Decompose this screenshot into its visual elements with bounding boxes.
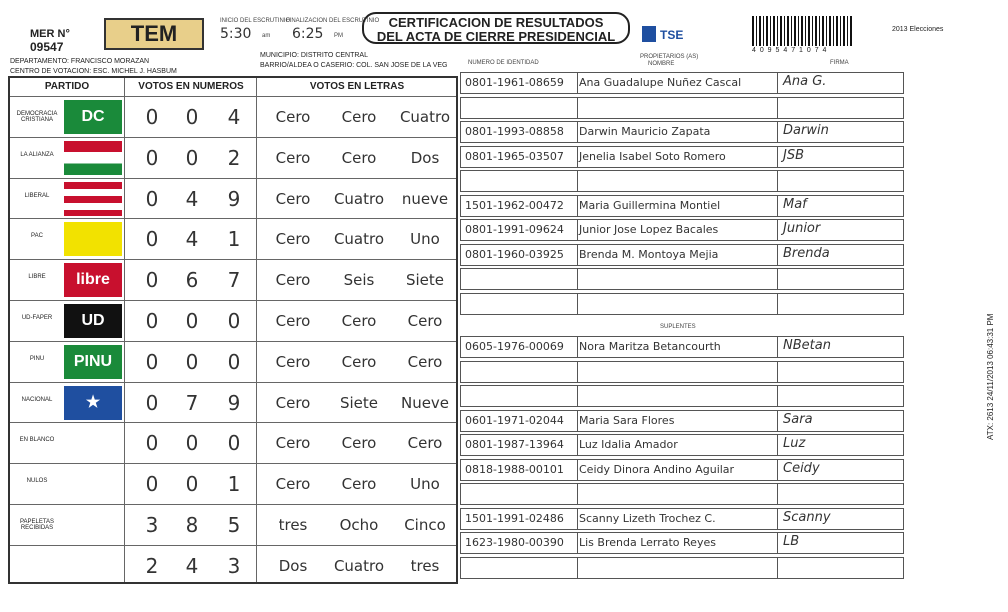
centro-votacion: CENTRO DE VOTACION: ESC. MICHEL J. HASBUM: [10, 68, 177, 75]
vote-word: Cero: [341, 148, 377, 167]
propietarios-firma: Junior: [783, 221, 821, 236]
suplentes-row: [460, 336, 904, 358]
vote-word: Siete: [405, 271, 445, 290]
party-row: [10, 545, 456, 586]
vote-word: Cero: [275, 148, 311, 167]
party-row: [10, 341, 456, 382]
vote-digit: 8: [185, 513, 199, 537]
vote-digit: 0: [145, 186, 159, 211]
vote-word: Cuatro: [399, 108, 451, 126]
vote-word: Cero: [275, 108, 311, 126]
vote-digit: 9: [227, 186, 241, 211]
vote-digit: 4: [185, 186, 199, 211]
propietarios-dni: 1501-1962-00472: [465, 198, 564, 212]
propietarios-row: [460, 293, 904, 315]
party-name: LIBERAL: [24, 192, 50, 199]
suplentes-firma: Ceidy: [783, 460, 820, 476]
vote-word: Cero: [407, 352, 443, 371]
suplentes-nombre: Luz Idalia Amador: [579, 438, 678, 451]
propietarios-row: [460, 121, 904, 143]
propietarios-firma: Darwin: [783, 123, 829, 138]
col-votos-numeros: VOTOS EN NUMEROS: [138, 81, 244, 92]
vote-digit: 5: [227, 513, 241, 537]
header-nombre: NOMBRE: [648, 61, 675, 67]
title-line-2: DEL ACTA DE CIERRE PRESIDENCIAL: [376, 29, 616, 44]
vote-word: Cero: [275, 189, 311, 208]
party-row: [10, 382, 456, 423]
suplentes-dni: 1501-1991-02486: [465, 511, 564, 525]
vote-digit: 0: [185, 472, 199, 497]
party-logo-icon: [64, 141, 122, 175]
vote-word: Nueve: [400, 393, 450, 412]
vote-word: Seis: [343, 271, 375, 290]
party-logo-icon: [64, 100, 122, 134]
vote-word: Cero: [275, 434, 311, 453]
party-row: [10, 137, 456, 178]
party-row: [10, 463, 456, 504]
propietarios-row: [460, 72, 904, 94]
vote-word: nueve: [401, 189, 449, 208]
party-logo-text: UD: [81, 312, 105, 329]
vote-digit: 3: [145, 513, 159, 537]
col-partido: PARTIDO: [44, 81, 90, 92]
vote-digit: 0: [227, 309, 241, 333]
party-logo-icon: [64, 263, 122, 297]
inicio-time: 5:30: [220, 26, 252, 42]
vote-digit: 4: [185, 553, 199, 578]
suplentes-dni: 0801-1987-13964: [465, 438, 564, 451]
vote-digit: 0: [185, 105, 199, 129]
party-row: [10, 178, 456, 219]
vote-digit: 7: [185, 390, 199, 415]
party-name: PINU: [29, 355, 45, 362]
propietarios-row: [460, 268, 904, 290]
party-name: PAPELETAS RECIBIDAS: [19, 519, 55, 531]
vote-digit: 0: [145, 309, 159, 333]
document-title: [362, 12, 630, 44]
propietarios-row: [460, 170, 904, 192]
party-name: NULOS: [26, 478, 48, 485]
vote-word: Dos: [410, 148, 440, 167]
tem-badge: TEM: [104, 18, 204, 50]
vote-digit: 2: [227, 145, 241, 170]
propietarios-firma: Maf: [783, 196, 807, 212]
pm-label: PM: [334, 33, 343, 39]
propietarios-row: [460, 219, 904, 241]
vote-digit: 0: [227, 431, 241, 456]
propietarios-firma: Brenda: [783, 245, 830, 261]
party-name: PAC: [31, 233, 43, 240]
header-propietarios: PROPIETARIOS (AS): [640, 54, 699, 60]
propietarios-row: [460, 146, 904, 168]
party-logo-icon: [64, 304, 122, 338]
vote-digit: 0: [145, 268, 159, 293]
header-firma: FIRMA: [830, 60, 849, 66]
suplentes-row: [460, 532, 904, 554]
propietarios-nombre: Ana Guadalupe Nuñez Cascal: [579, 76, 742, 89]
vote-digit: 0: [145, 145, 159, 170]
suplentes-row: [460, 410, 904, 432]
vote-digit: 6: [185, 268, 199, 293]
vote-digit: 3: [227, 553, 241, 578]
suplentes-nombre: Ceidy Dinora Andino Aguilar: [579, 462, 735, 476]
suplentes-nombre: Scanny Lizeth Trochez C.: [579, 511, 716, 525]
vote-digit: 0: [145, 390, 159, 415]
vote-digit: 4: [185, 227, 199, 252]
suplentes-firma: Scanny: [783, 509, 831, 525]
inicio-label: INICIO DEL ESCRUTINIO: [220, 18, 291, 24]
propietarios-row: [460, 195, 904, 217]
propietarios-dni: 0801-1960-03925: [465, 247, 564, 261]
suplentes-label: SUPLENTES: [660, 324, 696, 330]
suplentes-row: [460, 385, 904, 407]
departamento: DEPARTAMENTO: FRANCISCO MORAZAN: [10, 58, 150, 65]
municipio: MUNICIPIO: DISTRITO CENTRAL: [260, 52, 368, 59]
suplentes-row: [460, 508, 904, 530]
suplentes-nombre: Nora Maritza Betancourth: [579, 340, 721, 353]
vote-word: Uno: [410, 230, 440, 249]
propietarios-dni: 0801-1991-09624: [465, 223, 564, 236]
vote-digit: 0: [185, 349, 199, 374]
suplentes-firma: Sara: [783, 411, 813, 427]
party-name: NACIONAL: [21, 396, 53, 403]
votes-table: [8, 76, 458, 584]
vote-word: Dos: [278, 556, 308, 575]
propietarios-dni: 0801-1993-08858: [465, 125, 564, 138]
propietarios-nombre: Darwin Mauricio Zapata: [579, 125, 711, 138]
vote-word: Cinco: [404, 516, 446, 534]
vote-word: Cero: [341, 312, 377, 330]
vote-word: Cero: [275, 312, 311, 330]
suplentes-firma: Luz: [783, 436, 806, 451]
vote-digit: 0: [145, 227, 159, 252]
mer-number: 09547: [30, 40, 64, 54]
suplentes-firma: LB: [783, 534, 800, 549]
vote-word: tres: [410, 556, 440, 575]
party-name: DEMOCRACIA CRISTIANA: [16, 111, 58, 123]
vote-word: Cero: [341, 475, 377, 494]
vote-word: Uno: [410, 475, 440, 494]
party-logo-icon: ★: [64, 386, 122, 420]
am-label: am: [262, 33, 271, 39]
party-logo-icon: [64, 222, 122, 256]
vote-word: Cero: [275, 352, 311, 371]
vote-word: Cero: [275, 475, 311, 494]
propietarios-row: [460, 97, 904, 119]
suplentes-dni: 0601-1971-02044: [465, 413, 564, 427]
barcode: [752, 16, 852, 46]
tse-logo: [640, 20, 700, 48]
suplentes-nombre: Lis Brenda Lerrato Reyes: [579, 536, 716, 549]
party-row: [10, 300, 456, 341]
vote-word: Cero: [275, 271, 311, 290]
vote-word: Cero: [407, 434, 443, 453]
vote-word: Siete: [339, 393, 379, 412]
vote-digit: 0: [185, 145, 199, 170]
side-timestamp: ATX: 2613 24/11/2013 06:43:31 PM: [986, 313, 995, 440]
vote-digit: 1: [227, 227, 241, 252]
miembros-table: [460, 68, 904, 584]
party-name: LIBRE: [28, 274, 46, 281]
party-row: [10, 218, 456, 259]
vote-digit: 2: [145, 553, 159, 578]
party-name: EN BLANCO: [19, 437, 55, 444]
barrio: BARRIO/ALDEA O CASERIO: COL. SAN JOSE DE LA VEG: [260, 62, 448, 69]
propietarios-firma: JSB: [783, 147, 805, 163]
propietarios-nombre: Brenda M. Montoya Mejia: [579, 247, 719, 261]
final-label: FINALIZACION DEL ESCRUTINIO: [286, 18, 380, 24]
suplentes-dni: 0818-1988-00101: [465, 462, 564, 476]
party-logo-text: PINU: [73, 352, 113, 370]
vote-digit: 0: [145, 472, 159, 497]
suplentes-row: [460, 483, 904, 505]
suplentes-row: [460, 361, 904, 383]
vote-digit: 0: [227, 349, 241, 374]
vote-digit: 0: [145, 349, 159, 374]
barcode-number: 4 0 9 5 4 7 1 0 7 4: [752, 47, 828, 54]
propietarios-dni: 0801-1965-03507: [465, 149, 564, 163]
party-row: [10, 504, 456, 545]
propietarios-nombre: Maria Guillermina Montiel: [579, 198, 721, 212]
vote-digit: 7: [227, 268, 241, 293]
vote-word: Ocho: [339, 516, 379, 534]
vote-word: Cero: [341, 434, 377, 453]
vote-digit: 1: [227, 472, 241, 497]
vote-word: Cero: [275, 230, 311, 249]
suplentes-row: [460, 557, 904, 579]
vote-digit: 9: [227, 390, 241, 415]
header-numero-identidad: NUMERO DE IDENTIDAD: [468, 60, 539, 66]
party-logo-icon: [64, 182, 122, 216]
party-row: [10, 422, 456, 463]
col-votos-letras: VOTOS EN LETRAS: [309, 81, 405, 92]
propietarios-dni: 0801-1961-08659: [465, 76, 564, 89]
vote-word: Cero: [341, 108, 377, 126]
party-name: LA ALIANZA: [20, 151, 54, 158]
propietarios-nombre: Jenelia Isabel Soto Romero: [579, 149, 726, 163]
party-row: [10, 96, 456, 137]
vote-digit: 0: [145, 105, 159, 129]
party-logo-text: DC: [81, 108, 105, 125]
party-logo-icon: [64, 345, 122, 379]
vote-word: Cero: [341, 352, 377, 371]
party-row: [10, 259, 456, 300]
vote-word: tres: [278, 516, 308, 534]
suplentes-row: [460, 459, 904, 481]
propietarios-firma: Ana G.: [783, 74, 827, 89]
vote-digit: 4: [227, 105, 241, 129]
suplentes-row: [460, 434, 904, 456]
vote-word: Cero: [407, 312, 443, 330]
suplentes-dni: 0605-1976-00069: [465, 340, 564, 353]
vote-digit: 0: [145, 431, 159, 456]
propietarios-row: [460, 244, 904, 266]
vote-digit: 0: [185, 431, 199, 456]
vote-digit: 0: [185, 309, 199, 333]
tse-text: TSE: [660, 28, 684, 42]
party-name: UD-FAPER: [21, 315, 53, 321]
vote-word: Cuatro: [333, 556, 385, 575]
vote-word: Cero: [275, 393, 311, 412]
propietarios-nombre: Junior Jose Lopez Bacales: [579, 223, 719, 236]
vote-word: Cuatro: [333, 230, 385, 249]
mer-label: MER N°: [30, 28, 70, 40]
elecciones-logo: 2013 Elecciones: [892, 26, 944, 33]
title-line-1: CERTIFICACION DE RESULTADOS: [388, 15, 604, 30]
vote-word: Cuatro: [333, 189, 385, 208]
suplentes-nombre: Maria Sara Flores: [579, 413, 675, 427]
party-logo-text: libre: [76, 271, 110, 289]
suplentes-dni: 1623-1980-00390: [465, 536, 564, 549]
suplentes-firma: NBetan: [783, 338, 831, 353]
final-time: 6:25: [292, 26, 324, 42]
